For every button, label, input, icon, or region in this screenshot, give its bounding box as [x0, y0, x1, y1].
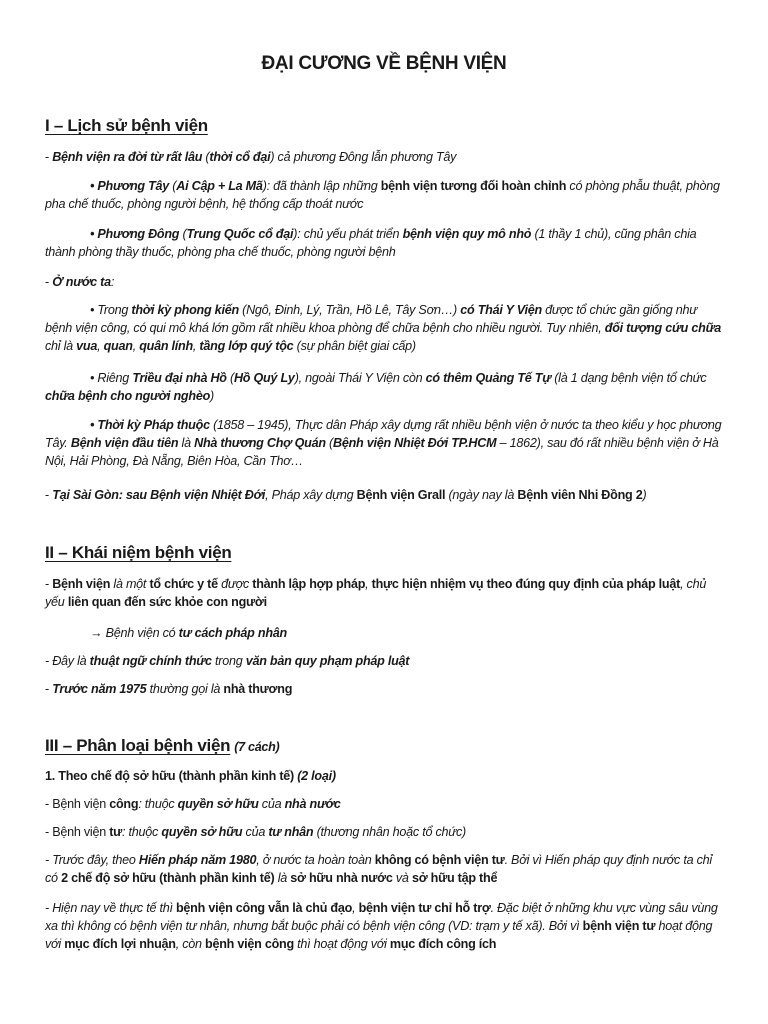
- section-3-heading: III – Phân loại bệnh viện (7 cách): [45, 735, 279, 758]
- s1-paragraph-7: • Thời kỳ Pháp thuộc (1858 – 1945), Thực dân Pháp xây dựng rất nhiều bệnh viện ở nước ta theo kiểu y học phương Tây. Bệnh viện đầu tiên là Nhà thương Chợ Quán (Bệnh viện Nhiệt Đới TP.HCM – 1862), sau đó rất nhiều bệnh viện ở Hà Nội, Hải Phòng, Đà Nẵng, Biên Hòa, Cần Thơ…: [45, 418, 722, 468]
- s3-paragraph-4: - Hiện nay về thực tế thì bệnh viện công vẫn là chủ đạo, bệnh viện tư chỉ hỗ trợ. Đặc biệt ở những khu vực vùng sâu vùng xa thì không có bệnh viện tư nhân, nhưng bắt buộc phải có bệnh viện công (VD: trạm y tế xã). Bởi vì bệnh viện tư hoạt động với mục đích lợi nhuận, còn bệnh viện công thì hoạt động với mục đích công ích: [45, 901, 718, 951]
- s2-paragraph-1: - Bệnh viện là một tổ chức y tế được thành lập hợp pháp, thực hiện nhiệm vụ theo đúng quy định của pháp luật, chủ yếu liên quan đến sức khỏe con người: [45, 577, 707, 609]
- s2-paragraph-3: - Đây là thuật ngữ chính thức trong văn bản quy phạm pháp luật: [45, 654, 410, 668]
- s3-paragraph-1: - Bệnh viện công: thuộc quyền sở hữu của nhà nước: [45, 797, 341, 811]
- s1-paragraph-1: - Bệnh viện ra đời từ rất lâu (thời cổ đại) cả phương Đông lẫn phương Tây: [45, 150, 457, 164]
- s1-paragraph-3: • Phương Đông (Trung Quốc cổ đại): chủ yếu phát triển bệnh viện quy mô nhỏ (1 thầy 1 chủ), cũng phân chia thành phòng thầy thuốc, phòng pha chế thuốc, phòng người bệnh: [45, 227, 697, 259]
- section-2-heading: II – Khái niệm bệnh viện: [45, 543, 232, 562]
- section-1-heading: I – Lịch sử bệnh viện: [45, 116, 208, 135]
- s1-paragraph-5: • Trong thời kỳ phong kiến (Ngô, Đinh, Lý, Trần, Hồ Lê, Tây Sơn…) có Thái Y Viện được tổ chức gần giống như bệnh viện công, có qui mô khá lớn gồm rất nhiều khoa phòng để chữa bệnh cho nhiều người. Tuy nhiên, đối tượng cứu chữa chỉ là vua, quan, quân lính, tầng lớp quý tộc (sự phân biệt giai cấp): [45, 303, 722, 353]
- s3-subheading-1: 1. Theo chế độ sở hữu (thành phần kinh tế) (2 loại): [45, 769, 336, 783]
- s1-paragraph-6: • Riêng Triều đại nhà Hồ (Hồ Quý Ly), ngoài Thái Y Viện còn có thêm Quảng Tế Tự (là 1 dạng bệnh viện tổ chức chữa bệnh cho người nghèo): [45, 371, 707, 403]
- s1-paragraph-2: • Phương Tây (Ai Cập + La Mã): đã thành lập những bệnh viện tương đối hoàn chỉnh có phòng phẫu thuật, phòng pha chế thuốc, phòng người bệnh, hệ thống cấp thoát nước: [45, 179, 720, 211]
- s3-paragraph-3: - Trước đây, theo Hiến pháp năm 1980, ở nước ta hoàn toàn không có bệnh viện tư. Bởi vì Hiến pháp quy định nước ta chỉ có 2 chế độ sở hữu (thành phần kinh tế) là sở hữu nhà nước và sở hữu tập thể: [45, 853, 712, 885]
- s1-paragraph-4: - Ở nước ta:: [45, 275, 115, 289]
- section-3-heading-note: (7 cách): [234, 740, 280, 754]
- page-title: ĐẠI CƯƠNG VỀ BỆNH VIỆN: [261, 53, 507, 74]
- s1-paragraph-8: - Tại Sài Gòn: sau Bệnh viện Nhiệt Đới, Pháp xây dựng Bệnh viện Grall (ngày nay là Bệnh viên Nhi Đồng 2): [45, 488, 647, 502]
- s2-paragraph-2: → Bệnh viện có tư cách pháp nhân: [90, 626, 287, 640]
- s2-paragraph-4: - Trước năm 1975 thường gọi là nhà thương: [45, 682, 293, 696]
- s3-paragraph-2: - Bệnh viện tư: thuộc quyền sở hữu của tư nhân (thương nhân hoặc tổ chức): [45, 825, 467, 839]
